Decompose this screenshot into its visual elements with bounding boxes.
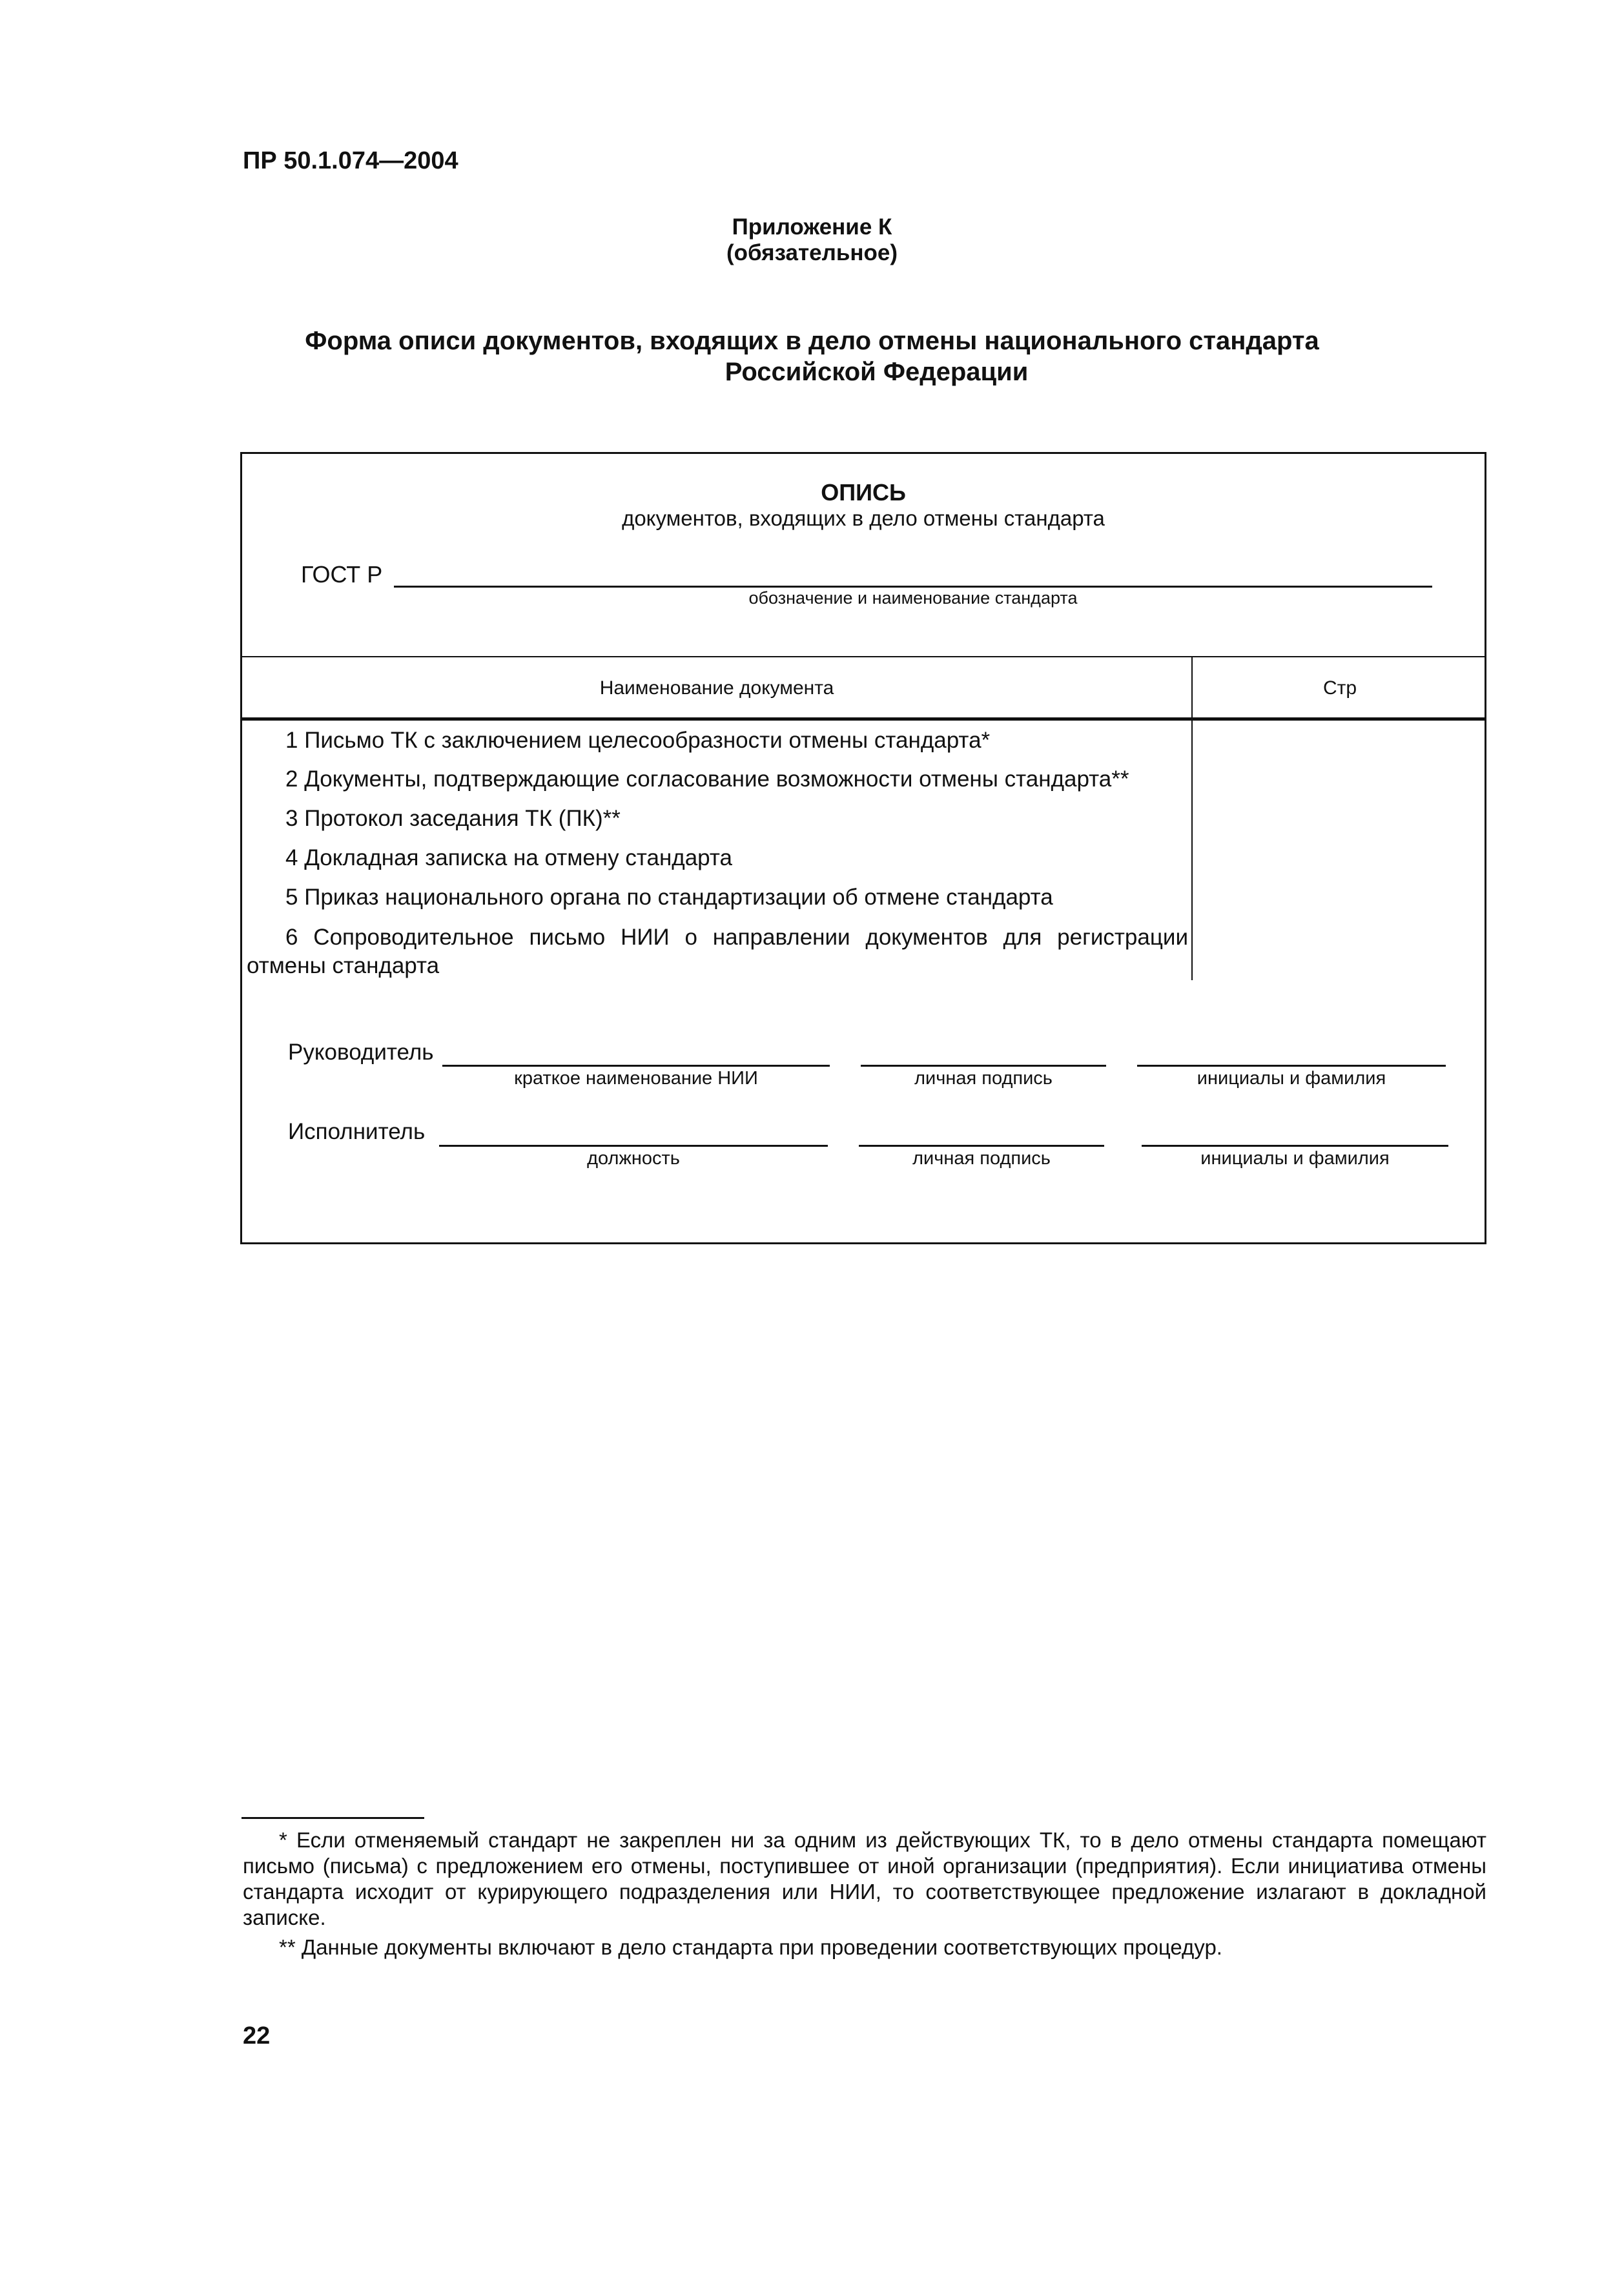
form-title-line1: Форма описи документов, входящих в дело отмены национального стандарта: [305, 327, 1319, 355]
appendix-title: Приложение К: [732, 214, 892, 240]
executor-name-line[interactable]: [1142, 1145, 1448, 1147]
head-signature-caption: личная подпись: [914, 1068, 1053, 1089]
head-org-caption: краткое наименование НИИ: [514, 1068, 758, 1089]
table-header-rule: [242, 717, 1485, 721]
page-number: 22: [243, 2022, 271, 2049]
list-item: 2 Документы, подтверждающие согласование возможности отмены стандарта**: [285, 766, 1129, 792]
table-top-rule: [242, 656, 1485, 657]
table-column-divider: [1191, 656, 1193, 980]
executor-name-caption: инициалы и фамилия: [1200, 1148, 1390, 1169]
list-item-line1: 6 Сопроводительное письмо НИИ о направлении документов для регистрации: [285, 925, 1188, 950]
list-item-line2: отмены стандарта: [247, 953, 440, 978]
footnote-2: ** Данные документы включают в дело стандарта при проведении соответствующих процедур.: [279, 1935, 1222, 1959]
list-item: [247, 923, 1188, 980]
executor-signature-caption: личная подпись: [912, 1148, 1051, 1169]
executor-label: Исполнитель: [288, 1119, 426, 1144]
inventory-heading: ОПИСЬ: [821, 479, 906, 506]
list-item: 4 Докладная записка на отмену стандарта: [285, 845, 732, 870]
footnote-separator: [242, 1817, 424, 1819]
footnote-1: * Если отменяемый стандарт не закреплен ни за одним из действующих ТК, то в дело отмены стандарта помещают письмо (письма) с предложением его отмены, поступившее от иной организации (предприятия). Если инициатива отмены стандарта исходит от курирующего подразделения или НИИ, то соответствующее предложение излагают в докладной записке.: [243, 1828, 1486, 1929]
head-signature-line[interactable]: [861, 1065, 1106, 1067]
executor-position-line[interactable]: [439, 1145, 828, 1147]
gost-fill-line[interactable]: [394, 586, 1432, 588]
column-header-page: Стр: [1322, 677, 1357, 699]
inventory-subheading: документов, входящих в дело отмены стандарта: [622, 506, 1105, 530]
executor-position-caption: должность: [587, 1148, 680, 1169]
list-item: 3 Протокол заседания ТК (ПК)**: [285, 806, 621, 831]
head-name-caption: инициалы и фамилия: [1197, 1068, 1386, 1089]
head-org-line[interactable]: [442, 1065, 830, 1067]
list-item: 1 Письмо ТК с заключением целесообразности отмены стандарта*: [285, 728, 991, 753]
form-title-line2: Российской Федерации: [725, 358, 1029, 386]
footnotes: [243, 1827, 1486, 1960]
head-label: Руководитель: [288, 1040, 434, 1065]
head-name-line[interactable]: [1137, 1065, 1446, 1067]
gost-label: ГОСТ Р: [301, 561, 383, 588]
executor-signature-line[interactable]: [859, 1145, 1104, 1147]
list-item: 5 Приказ национального органа по стандартизации об отмене стандарта: [285, 885, 1053, 910]
appendix-status: (обязательное): [726, 240, 898, 265]
document-code: ПР 50.1.074—2004: [243, 147, 458, 174]
column-header-name: Наименование документа: [599, 677, 834, 699]
gost-caption: обозначение и наименование стандарта: [748, 588, 1078, 608]
